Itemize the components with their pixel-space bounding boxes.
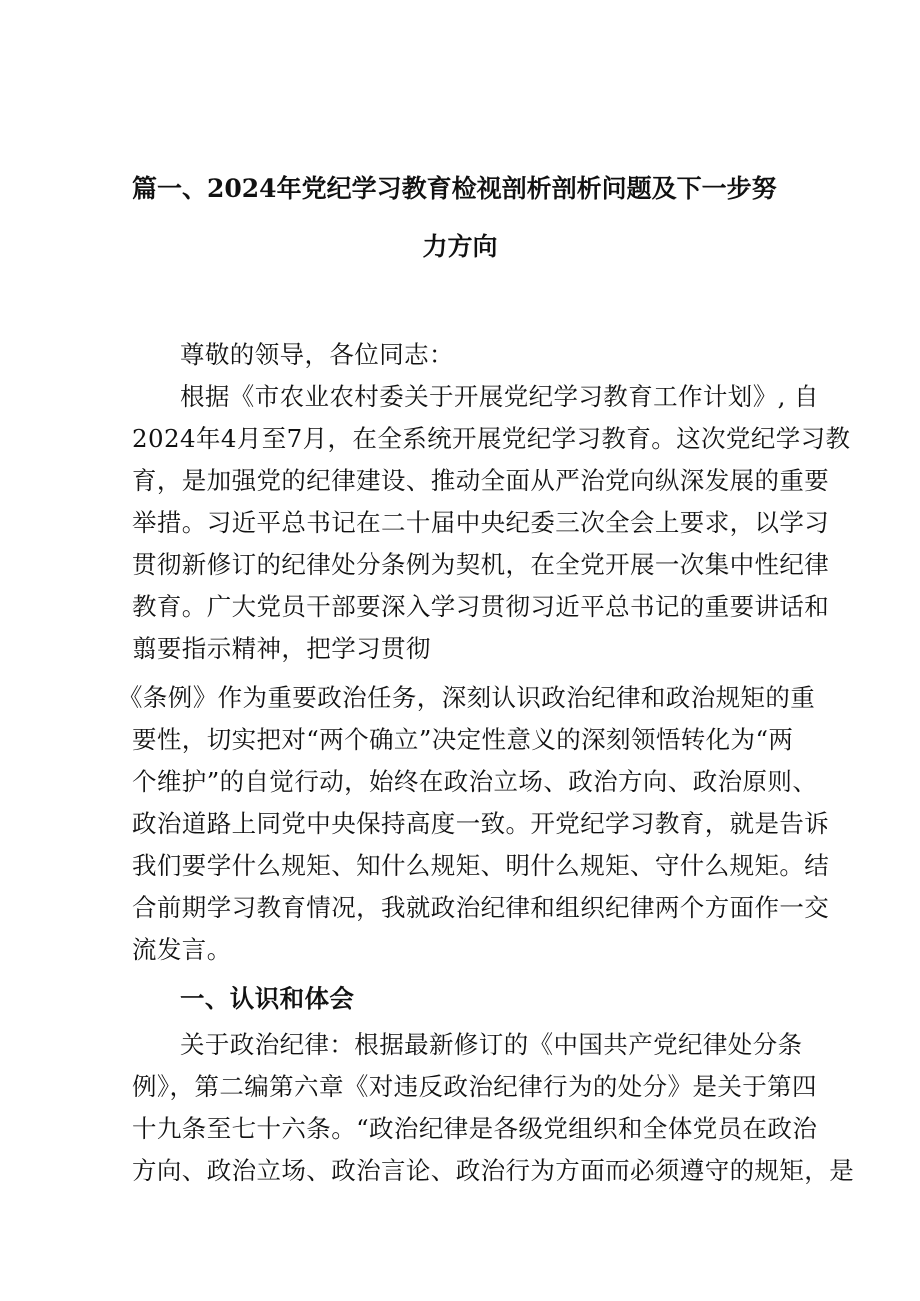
paragraph-line: 《条例》作为重要政治任务，深刻认识政治纪律和政治规矩的重 bbox=[118, 683, 816, 712]
section-heading: 一、认识和体会 bbox=[180, 984, 355, 1013]
paragraph-line: 合前期学习教育情况，我就政治纪律和组织纪律两个方面作一交 bbox=[132, 893, 830, 922]
paragraph-line: 十九条至七十六条。“政治纪律是各级党组织和全体党员在政治 bbox=[132, 1114, 818, 1143]
paragraph-line: 方向、政治立场、政治言论、政治行为方面而必须遵守的规矩，是 bbox=[132, 1156, 855, 1185]
paragraph-line: 个维护”的自觉行动，始终在政治立场、政治方向、政治原则、 bbox=[132, 767, 818, 796]
paragraph-line: 举措。习近平总书记在二十届中央纪委三次全会上要求，以学习 bbox=[132, 508, 830, 537]
paragraph-line: 育，是加强党的纪律建设、推动全面从严治党向纵深发展的重要 bbox=[132, 466, 830, 495]
document-title-line-2: 力方向 bbox=[422, 232, 498, 261]
paragraph-line: 政治道路上同党中央保持高度一致。开党纪学习教育，就是告诉 bbox=[132, 809, 830, 838]
paragraph-line: 关于政治纪律：根据最新修订的《中国共产党纪律处分条 bbox=[180, 1030, 803, 1059]
salutation: 尊敬的领导，各位同志： bbox=[180, 340, 454, 369]
paragraph-line: 根据《市农业农村委关于开展党纪学习教育工作计划》, 自 bbox=[180, 382, 819, 411]
paragraph-line: 2024年4月至7月，在全系统开展党纪学习教育。这次党纪学习教 bbox=[132, 424, 851, 453]
document-title-line-1: 篇一、2024年党纪学习教育检视剖析剖析问题及下一步努 bbox=[132, 174, 777, 203]
paragraph-line: 例》，第二编第六章《对违反政治纪律行为的处分》是关于第四 bbox=[132, 1072, 817, 1101]
paragraph-line: 我们要学什么规矩、知什么规矩、明什么规矩、守什么规矩。结 bbox=[132, 851, 830, 880]
paragraph-line: 贯彻新修订的纪律处分条例为契机，在全党开展一次集中性纪律 bbox=[132, 550, 830, 579]
paragraph-line: 教育。广大党员干部要深入学习贯彻习近平总书记的重要讲话和 bbox=[132, 592, 830, 621]
paragraph-line: 翦要指示精神，把学习贯彻 bbox=[132, 634, 431, 663]
paragraph-line: 流发言。 bbox=[132, 935, 232, 964]
paragraph-line: 要性，切实把对“两个确立”决定性意义的深刻领悟转化为“两 bbox=[132, 725, 794, 754]
